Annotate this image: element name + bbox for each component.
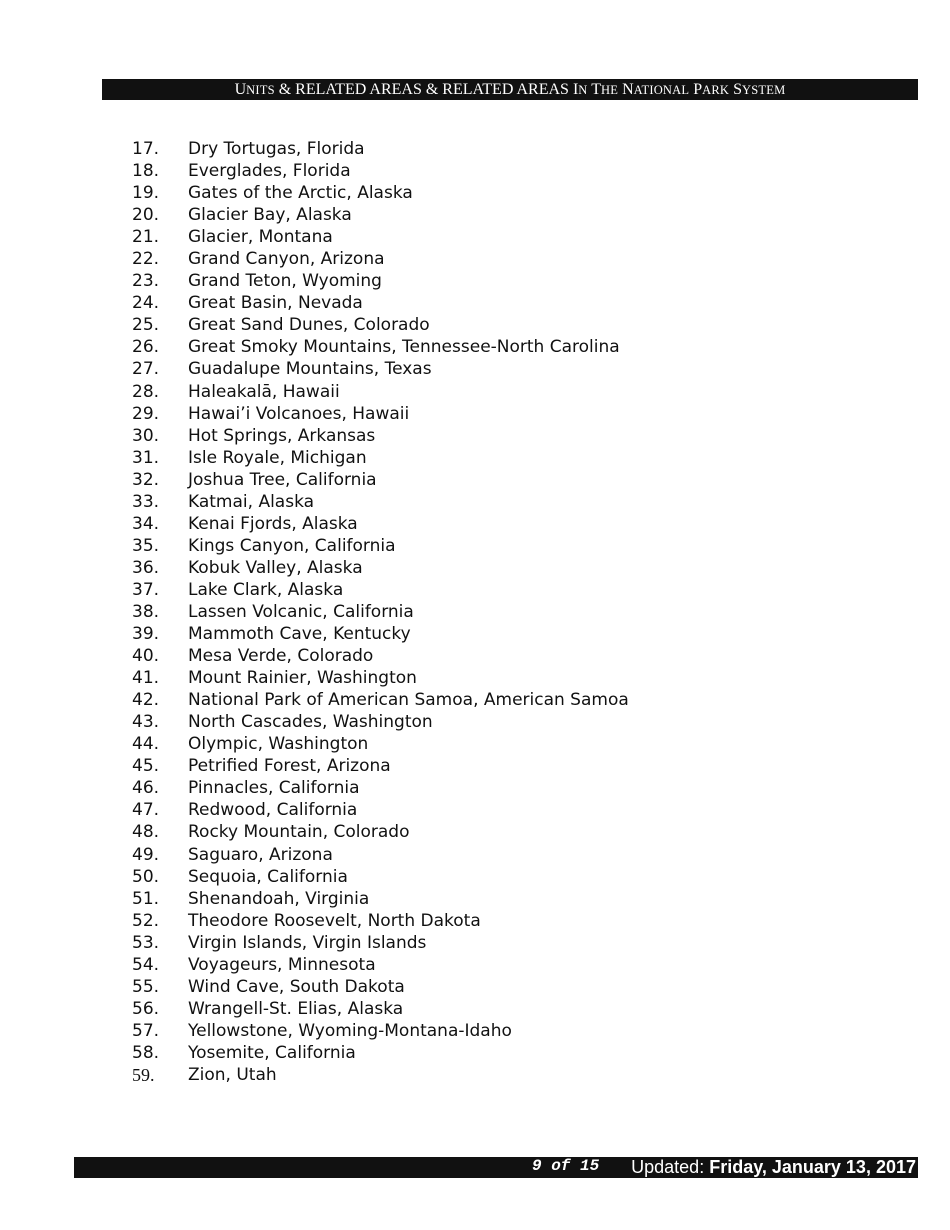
list-item-park-name: Great Basin, Nevada — [188, 293, 363, 314]
list-item-park-name: Hot Springs, Arkansas — [188, 425, 376, 446]
list-item-number: 33. — [132, 491, 160, 512]
list-item-park-name: Wind Cave, South Dakota — [188, 976, 405, 997]
list-item-park-name: North Cascades, Washington — [188, 712, 433, 733]
list-item — [0, 579, 700, 601]
list-item-park-name: Glacier, Montana — [188, 227, 333, 248]
list-item-number: 31. — [132, 447, 160, 468]
list-item — [0, 844, 700, 866]
list-item-number: 40. — [132, 646, 160, 667]
list-item-park-name: Lake Clark, Alaska — [188, 579, 344, 600]
list-item-number: 35. — [132, 535, 160, 556]
list-item — [0, 447, 700, 469]
list-item — [0, 711, 700, 733]
list-item — [0, 248, 700, 270]
page-footer-bar — [74, 1157, 918, 1178]
list-item-park-name: Joshua Tree, California — [188, 469, 377, 490]
list-item-park-name: Olympic, Washington — [188, 734, 369, 755]
list-item-number: 23. — [132, 271, 160, 292]
list-item-park-name: Virgin Islands, Virgin Islands — [188, 932, 427, 953]
list-item-number: 30. — [132, 425, 160, 446]
list-item-park-name: Yosemite, California — [188, 1042, 356, 1063]
list-item — [0, 513, 700, 535]
list-item-park-name: Grand Teton, Wyoming — [188, 271, 382, 292]
list-item-park-name: Mesa Verde, Colorado — [188, 646, 374, 667]
list-item — [0, 932, 700, 954]
list-item-park-name: Lassen Volcanic, California — [188, 601, 414, 622]
list-item-number: 57. — [132, 1020, 160, 1041]
list-item-number: 26. — [132, 337, 160, 358]
list-item — [0, 1064, 700, 1086]
list-item-number: 44. — [132, 734, 160, 755]
list-item-number: 36. — [132, 557, 160, 578]
list-item — [0, 138, 700, 160]
page-number: 9 of 15 — [532, 1157, 600, 1175]
list-item-number: 58. — [132, 1042, 160, 1063]
list-item-number: 56. — [132, 998, 160, 1019]
list-item-park-name: Shenandoah, Virginia — [188, 888, 370, 909]
list-item — [0, 623, 700, 645]
list-item-number: 17. — [132, 139, 160, 159]
list-item — [0, 645, 700, 667]
list-item-park-name: Guadalupe Mountains, Texas — [188, 359, 432, 380]
list-item — [0, 1042, 700, 1064]
list-item — [0, 381, 700, 403]
list-item — [0, 689, 700, 711]
list-item-park-name: Hawai’i Volcanoes, Hawaii — [188, 403, 410, 424]
list-item-park-name: Katmai, Alaska — [188, 491, 315, 512]
list-item-number: 39. — [132, 624, 160, 645]
list-item-park-name: Yellowstone, Wyoming-Montana-Idaho — [188, 1020, 512, 1041]
list-item-number: 19. — [132, 183, 160, 204]
list-item — [0, 821, 700, 843]
list-item-number: 59. — [132, 1064, 155, 1085]
list-item-park-name: Haleakalā, Hawaii — [188, 381, 340, 402]
list-item — [0, 226, 700, 248]
list-item-number: 48. — [132, 822, 160, 843]
list-item — [0, 469, 700, 491]
updated-label: Updated: — [631, 1157, 710, 1177]
list-item-park-name: Gates of the Arctic, Alaska — [188, 183, 413, 204]
list-item-park-name: Rocky Mountain, Colorado — [188, 822, 410, 843]
list-item — [0, 601, 700, 623]
list-item-park-name: Mount Rainier, Washington — [188, 668, 417, 689]
list-item-park-name: Everglades, Florida — [188, 161, 351, 182]
list-item — [0, 954, 700, 976]
list-item — [0, 866, 700, 888]
list-item-park-name: Great Smoky Mountains, Tennessee-North Carolina — [188, 337, 620, 358]
list-item-number: 45. — [132, 756, 160, 777]
list-item — [0, 182, 700, 204]
list-item — [0, 403, 700, 425]
list-item-park-name: Dry Tortugas, Florida — [188, 139, 365, 159]
list-item — [0, 336, 700, 358]
list-item-number: 54. — [132, 954, 160, 975]
list-item — [0, 314, 700, 336]
list-item-number: 21. — [132, 227, 160, 248]
park-list — [0, 138, 700, 1086]
updated-date — [631, 1157, 916, 1178]
list-item-number: 18. — [132, 161, 160, 182]
list-item-number: 29. — [132, 403, 160, 424]
list-item — [0, 976, 700, 998]
list-item-park-name: Grand Canyon, Arizona — [188, 249, 385, 270]
list-item — [0, 1020, 700, 1042]
list-item-number: 37. — [132, 579, 160, 600]
list-item-park-name: Theodore Roosevelt, North Dakota — [188, 910, 481, 931]
list-item — [0, 733, 700, 755]
list-item-number: 50. — [132, 866, 160, 887]
list-item-number: 34. — [132, 513, 160, 534]
list-item-number: 32. — [132, 469, 160, 490]
list-item-number: 20. — [132, 205, 160, 226]
list-item-park-name: Petrified Forest, Arizona — [188, 756, 391, 777]
list-item-park-name: Isle Royale, Michigan — [188, 447, 367, 468]
list-item — [0, 292, 700, 314]
list-item-number: 47. — [132, 800, 160, 821]
list-item — [0, 888, 700, 910]
list-item — [0, 204, 700, 226]
list-item-number: 28. — [132, 381, 160, 402]
list-item-number: 25. — [132, 315, 160, 336]
header-title: UNITS & RELATED AREAS & RELATED AREAS IN THE NATIONAL PARK SYSTEM — [234, 81, 786, 98]
list-item-number: 41. — [132, 668, 160, 689]
list-item — [0, 535, 700, 557]
list-item — [0, 425, 700, 447]
list-item-park-name: Mammoth Cave, Kentucky — [188, 624, 411, 645]
list-item-number: 46. — [132, 778, 160, 799]
list-item — [0, 160, 700, 182]
list-item-park-name: Redwood, California — [188, 800, 358, 821]
list-item-number: 51. — [132, 888, 160, 909]
list-item-number: 43. — [132, 712, 160, 733]
updated-date-value: Friday, January 13, 2017 — [709, 1157, 916, 1177]
page-header-bar — [102, 79, 918, 100]
list-item-number: 24. — [132, 293, 160, 314]
list-item-park-name: Kobuk Valley, Alaska — [188, 557, 363, 578]
list-item-number: 42. — [132, 690, 160, 711]
list-item-number: 38. — [132, 601, 160, 622]
list-item — [0, 910, 700, 932]
list-item-park-name: National Park of American Samoa, American Samoa — [188, 690, 629, 711]
list-item — [0, 667, 700, 689]
list-item-number: 49. — [132, 844, 160, 865]
list-item — [0, 998, 700, 1020]
list-item-number: 22. — [132, 249, 160, 270]
list-item — [0, 557, 700, 579]
list-item-park-name: Saguaro, Arizona — [188, 844, 333, 865]
list-item — [0, 270, 700, 292]
list-item — [0, 799, 700, 821]
list-item — [0, 755, 700, 777]
list-item-number: 53. — [132, 932, 160, 953]
list-item-park-name: Glacier Bay, Alaska — [188, 205, 352, 226]
list-item-park-name: Voyageurs, Minnesota — [188, 954, 376, 975]
list-item-number: 27. — [132, 359, 160, 380]
list-item — [0, 491, 700, 513]
list-item-park-name: Wrangell-St. Elias, Alaska — [188, 998, 404, 1019]
list-item-park-name: Zion, Utah — [188, 1064, 277, 1085]
list-item-number: 52. — [132, 910, 160, 931]
list-item-park-name: Kings Canyon, California — [188, 535, 396, 556]
list-item-number: 55. — [132, 976, 160, 997]
list-item-park-name: Sequoia, California — [188, 866, 348, 887]
list-item — [0, 777, 700, 799]
list-item-park-name: Pinnacles, California — [188, 778, 360, 799]
list-item-park-name: Kenai Fjords, Alaska — [188, 513, 358, 534]
list-item — [0, 358, 700, 380]
list-item-park-name: Great Sand Dunes, Colorado — [188, 315, 430, 336]
